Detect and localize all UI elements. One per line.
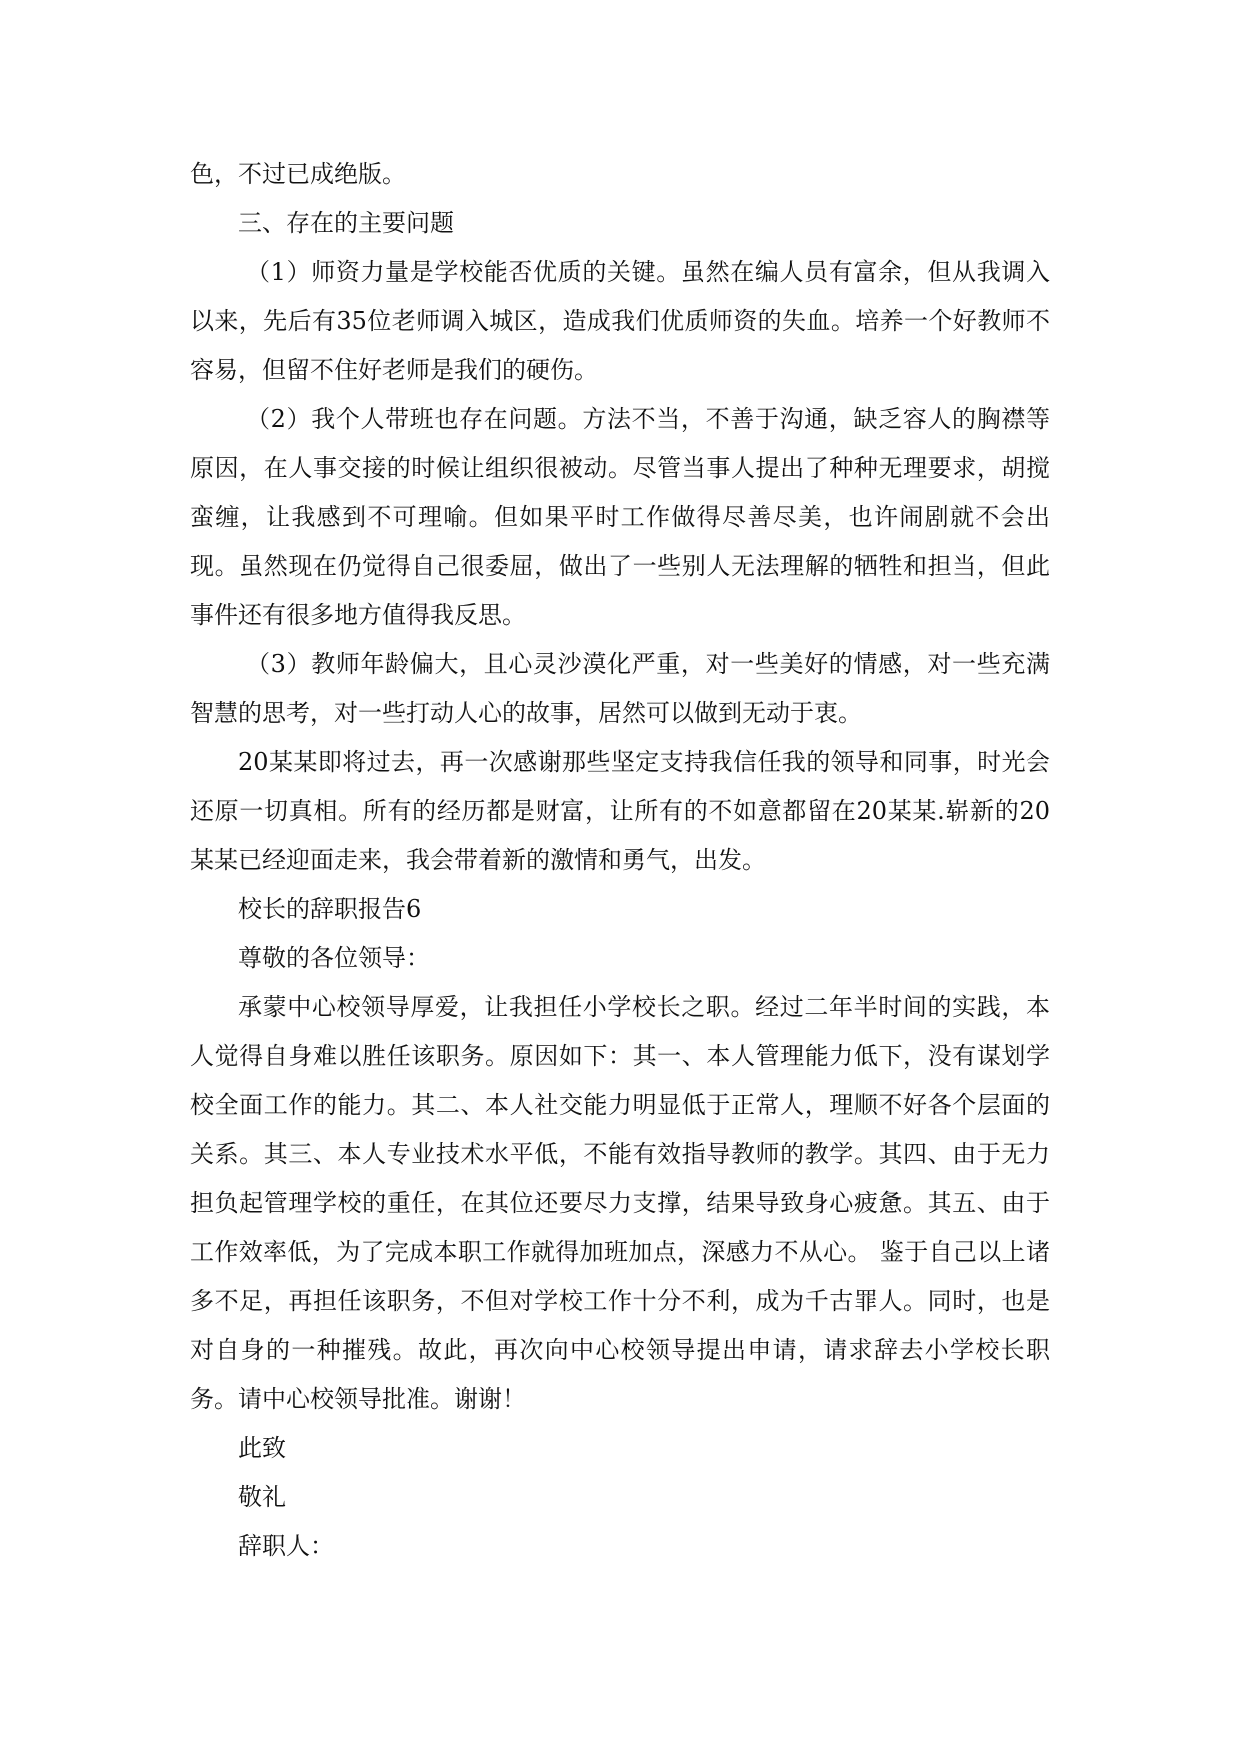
section-heading-problems: 三、存在的主要问题 [238,209,454,237]
closing-cizhi: 此致 [238,1434,286,1462]
salutation: 尊敬的各位领导： [238,944,430,972]
paragraph-problem-2: （2）我个人带班也存在问题。方法不当，不善于沟通，缺乏容人的胸襟等原因，在人事交接的时候让组织很被动。尽管当事人提出了种种无理要求，胡搅蛮缠，让我感到不可理喻。但如果平时工作做得尽善尽美，也许闹剧就不会出现。虽然现在仍觉得自己很委屈，做出了一些别人无法理解的牺牲和担当，但此事件还有很多地方值得我反思。 [190,405,1050,629]
report-title: 校长的辞职报告6 [238,895,422,923]
signature-label: 辞职人： [238,1532,334,1560]
paragraph-problem-3: （3）教师年龄偏大，且心灵沙漠化严重，对一些美好的情感，对一些充满智慧的思考，对一些打动人心的故事，居然可以做到无动于衷。 [190,650,1050,727]
paragraph-problem-1: （1）师资力量是学校能否优质的关键。虽然在编人员有富余，但从我调入以来，先后有35位老师调入城区，造成我们优质师资的失血。培养一个好教师不容易，但留不住好老师是我们的硬伤。 [190,258,1050,384]
document-page [190,150,1050,1571]
paragraph-resignation-body: 承蒙中心校领导厚爱，让我担任小学校长之职。经过二年半时间的实践，本人觉得自身难以胜任该职务。原因如下：其一、本人管理能力低下，没有谋划学校全面工作的能力。其二、本人社交能力明显低于正常人，理顺不好各个层面的关系。其三、本人专业技术水平低，不能有效指导教师的教学。其四、由于无力担负起管理学校的重任，在其位还要尽力支撑，结果导致身心疲惫。其五、由于工作效率低，为了完成本职工作就得加班加点，深感力不从心。 鉴于自己以上诸多不足，再担任该职务，不但对学校工作十分不利，成为千古罪人。同时，也是对自身的一种摧残。故此，再次向中心校领导提出申请，请求辞去小学校长职务。请中心校领导批准。谢谢！ [190,993,1050,1413]
paragraph-continuation: 色，不过已成绝版。 [190,160,406,188]
paragraph-closing-thanks: 20某某即将过去，再一次感谢那些坚定支持我信任我的领导和同事，时光会还原一切真相。所有的经历都是财富，让所有的不如意都留在20某某.崭新的20某某已经迎面走来，我会带着新的激情和勇气，出发。 [190,748,1050,874]
closing-jingli: 敬礼 [238,1483,286,1511]
